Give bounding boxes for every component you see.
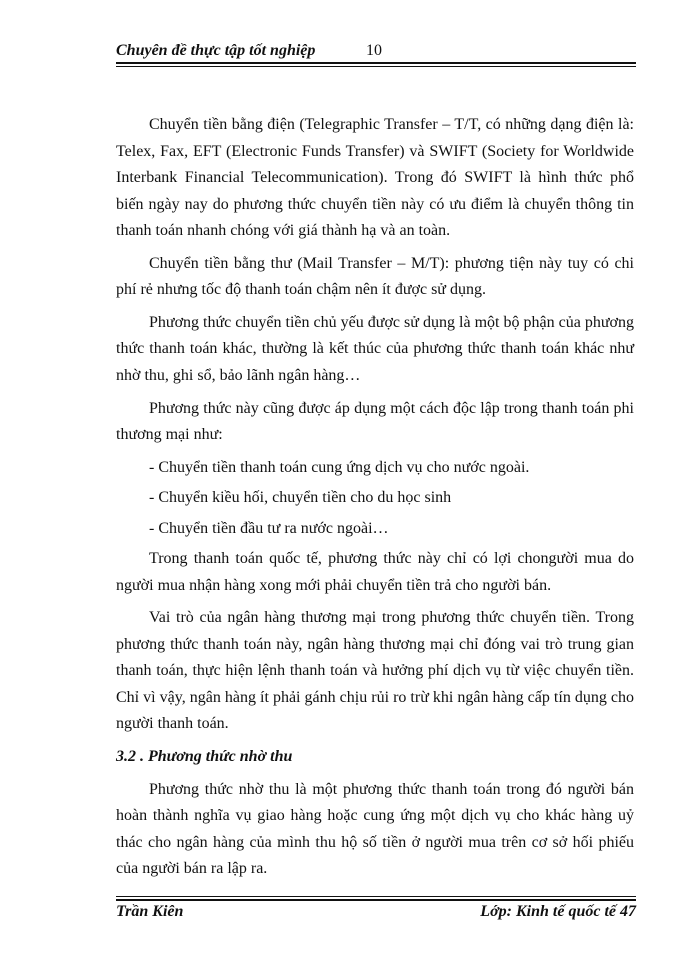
footer-author: Trần Kiên	[116, 903, 184, 920]
paragraph-non-commercial-use: Phương thức này cũng được áp dụng một cách độc lập trong thanh toán phi thương mại như:	[116, 399, 634, 444]
footer-class: Lớp: Kinh tế quốc tế 47	[480, 903, 636, 920]
paragraph-bank-role: Vai trò của ngân hàng thương mại trong phương thức chuyển tiền. Trong phương thức thanh toán này, ngân hàng thương mại chỉ đóng vai trò trung gian thanh toán, thực hiện lệnh thanh toán và hưởng phí dịch vụ từ việc chuyển tiền. Chỉ vì vậy, ngân hàng ít phải gánh chịu rủi ro trừ khi ngân hàng cấp tín dụng cho người thanh toán.	[116, 609, 634, 733]
bullet-item: - Chuyển tiền đầu tư ra nước ngoài…	[149, 519, 389, 537]
paragraph-transfer-part-of-other: Phương thức chuyển tiền chủ yếu được sử dụng là một bộ phận của phương thức thanh toán khác, thường là kết thúc của phương thức thanh toán khác như nhờ thu, ghi sổ, bảo lãnh ngân hàng…	[116, 313, 634, 384]
paragraph-mail-transfer: Chuyển tiền bằng thư (Mail Transfer – M/T): phương tiện này tuy có chi phí rẻ nhưng tốc độ thanh toán chậm nên ít được sử dụng.	[116, 254, 634, 299]
page-number: 10	[366, 42, 382, 59]
paragraph-buyer-benefit: Trong thanh toán quốc tế, phương thức này chỉ có lợi chongười mua do người mua nhận hàng xong mới phải chuyển tiền trả cho người bán.	[116, 550, 634, 594]
bullet-item: - Chuyển kiều hối, chuyển tiền cho du học sinh	[149, 489, 452, 507]
header-rule-thin	[116, 66, 636, 67]
section-heading: 3.2 . Phương thức nhờ thu	[116, 748, 293, 766]
header-title: Chuyên đề thực tập tốt nghiệp	[116, 42, 316, 59]
bullet-item: - Chuyển tiền thanh toán cung ứng dịch vụ cho nước ngoài.	[149, 458, 530, 476]
footer-rule-thin	[116, 896, 636, 897]
paragraph-telegraphic-transfer: Chuyển tiền bằng điện (Telegraphic Transfer – T/T, có những dạng điện là: Telex, Fax, EFT (Electronic Funds Transfer) và SWIFT (Society for Worldwide Interbank Financial Telecommunication). Trong đó SWIFT là hình thức phổ biến ngày nay do phương thức chuyển tiền này có ưu điểm là chuyển thông tin thanh toán nhanh chóng với giá thành hạ và an toàn.	[116, 116, 634, 239]
page-header	[116, 40, 636, 64]
footer-rule-thick	[116, 899, 636, 901]
document-body	[116, 112, 634, 889]
header-rule-thick	[116, 62, 636, 64]
paragraph-collection-method: Phương thức nhờ thu là một phương thức thanh toán trong đó người bán hoàn thành nghĩa vụ giao hàng hoặc cung ứng một dịch vụ cho khác hàng uỷ thác cho ngân hàng của mình thu hộ số tiền ở người mua trên cơ sở hối phiếu của người bán ra lập ra.	[116, 780, 634, 878]
